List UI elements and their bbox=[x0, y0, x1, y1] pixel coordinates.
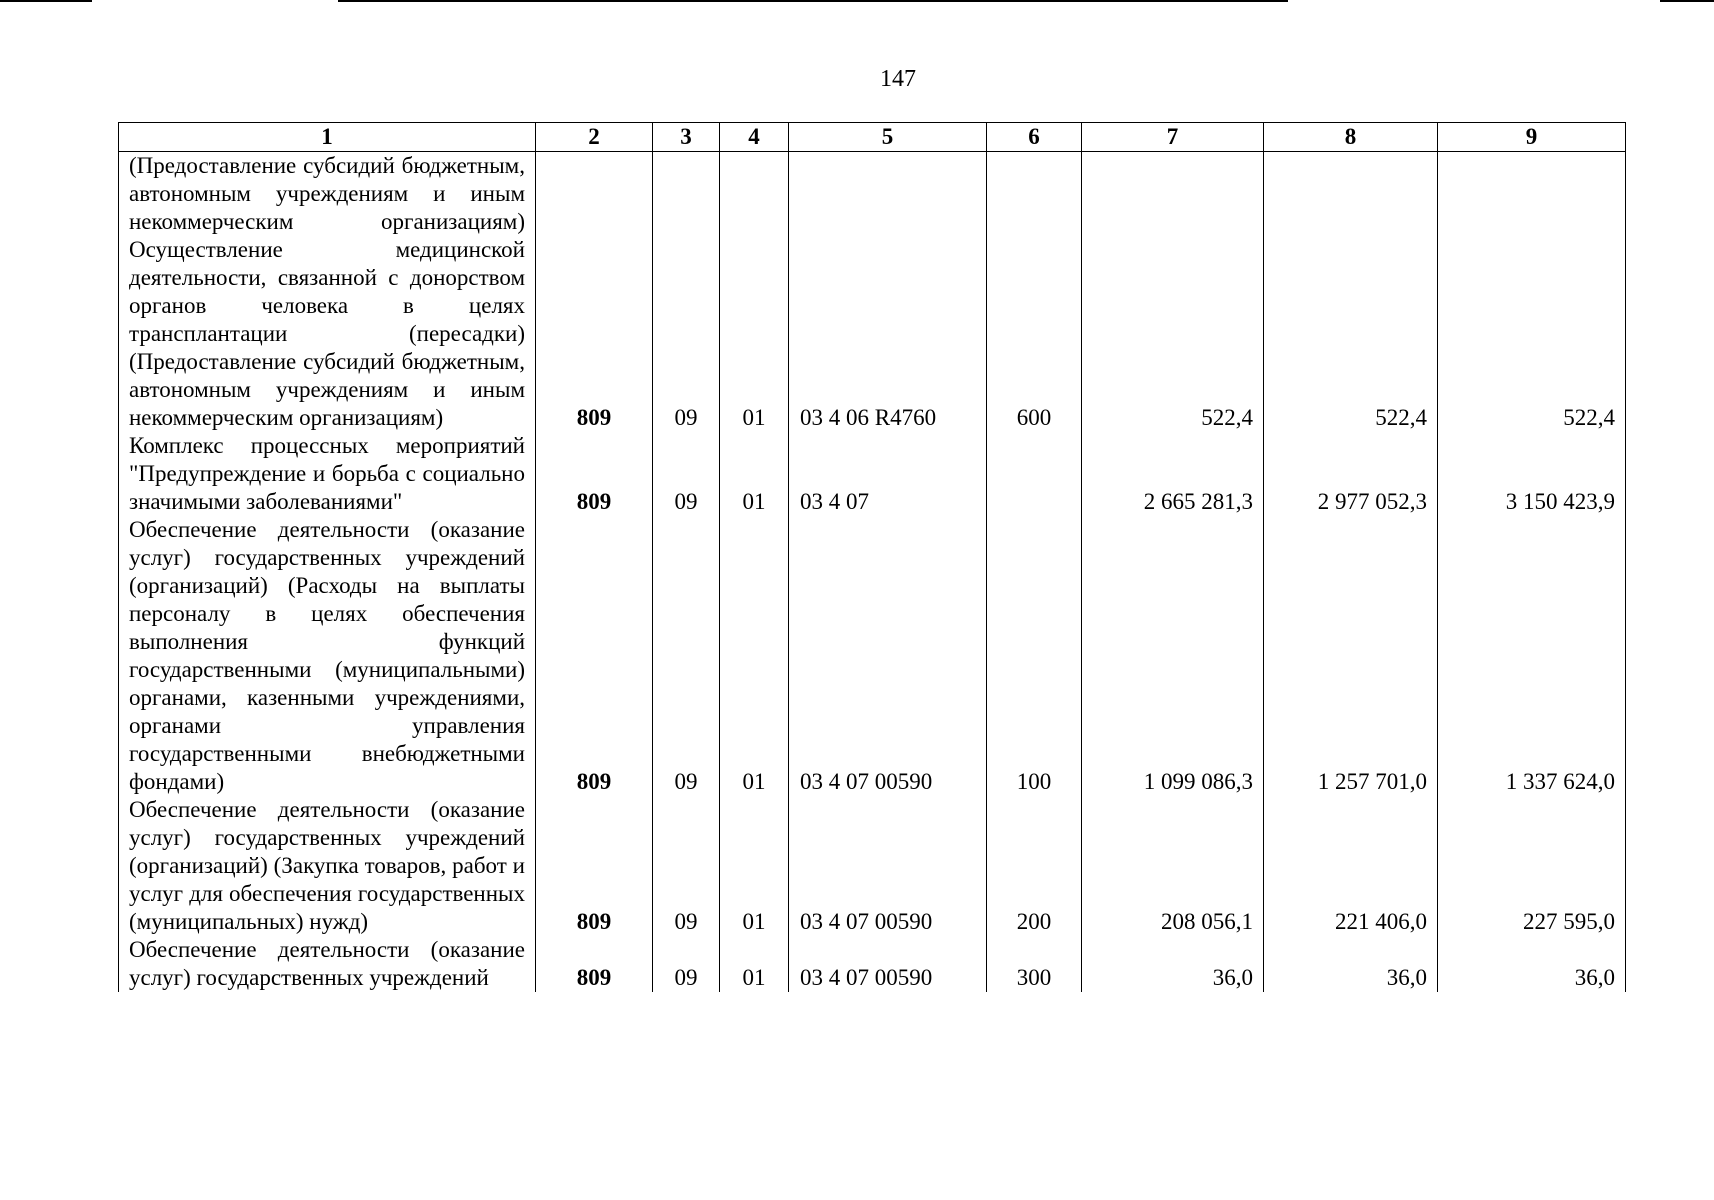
header-col-1: 1 bbox=[119, 123, 536, 152]
row-amount-year1: 1 099 086,3 bbox=[1082, 516, 1264, 796]
row-grbs: 809 bbox=[536, 936, 653, 992]
row-expense-type bbox=[987, 432, 1082, 516]
table-row bbox=[119, 152, 1626, 433]
row-amount-year2: 522,4 bbox=[1264, 152, 1438, 433]
row-section: 09 bbox=[653, 936, 720, 992]
row-expense-type: 100 bbox=[987, 516, 1082, 796]
row-grbs: 809 bbox=[536, 432, 653, 516]
row-section: 09 bbox=[653, 516, 720, 796]
row-name: Обеспечение деятельности (оказание услуг) государственных учреждений (организаций) (Расходы на выплаты персоналу в целях обеспечения выполнения функций государственными (муниципальными) органами, казенными учреждениями, органами управления государственными внебюджетными фондами) bbox=[119, 516, 536, 796]
row-grbs: 809 bbox=[536, 516, 653, 796]
row-amount-year2: 1 257 701,0 bbox=[1264, 516, 1438, 796]
row-amount-year1: 522,4 bbox=[1082, 152, 1264, 433]
row-section: 09 bbox=[653, 152, 720, 433]
row-subsection: 01 bbox=[720, 796, 789, 936]
row-name: (Предоставление субсидий бюджетным, автономным учреждениям и иным некоммерческим организациям) Осуществление медицинской деятельности, связанной с донорством органов человека в целях трансплантации (пересадки) (Предоставление субсидий бюджетным, автономным учреждениям и иным некоммерческим организациям) bbox=[119, 152, 536, 433]
row-section: 09 bbox=[653, 432, 720, 516]
top-rule-right bbox=[1660, 0, 1714, 2]
row-expense-type: 200 bbox=[987, 796, 1082, 936]
header-col-9: 9 bbox=[1438, 123, 1626, 152]
row-amount-year2: 2 977 052,3 bbox=[1264, 432, 1438, 516]
row-amount-year2: 36,0 bbox=[1264, 936, 1438, 992]
row-amount-year3: 36,0 bbox=[1438, 936, 1626, 992]
header-col-3: 3 bbox=[653, 123, 720, 152]
row-expense-type: 600 bbox=[987, 152, 1082, 433]
budget-table bbox=[118, 122, 1626, 992]
row-amount-year1: 36,0 bbox=[1082, 936, 1264, 992]
row-target-article: 03 4 06 R4760 bbox=[789, 152, 987, 433]
top-rule-center bbox=[338, 0, 1288, 2]
row-amount-year3: 227 595,0 bbox=[1438, 796, 1626, 936]
row-target-article: 03 4 07 00590 bbox=[789, 516, 987, 796]
row-amount-year1: 208 056,1 bbox=[1082, 796, 1264, 936]
row-subsection: 01 bbox=[720, 516, 789, 796]
table-row bbox=[119, 516, 1626, 796]
header-col-8: 8 bbox=[1264, 123, 1438, 152]
row-target-article: 03 4 07 00590 bbox=[789, 936, 987, 992]
row-name: Обеспечение деятельности (оказание услуг) государственных учреждений bbox=[119, 936, 536, 992]
row-grbs: 809 bbox=[536, 152, 653, 433]
row-grbs: 809 bbox=[536, 796, 653, 936]
row-subsection: 01 bbox=[720, 432, 789, 516]
top-rule-left bbox=[0, 0, 92, 2]
header-col-6: 6 bbox=[987, 123, 1082, 152]
row-amount-year1: 2 665 281,3 bbox=[1082, 432, 1264, 516]
table-row bbox=[119, 936, 1626, 992]
header-col-5: 5 bbox=[789, 123, 987, 152]
header-row bbox=[119, 123, 1626, 152]
page-number: 147 bbox=[880, 66, 916, 92]
row-subsection: 01 bbox=[720, 936, 789, 992]
row-name: Обеспечение деятельности (оказание услуг) государственных учреждений (организаций) (Закупка товаров, работ и услуг для обеспечения государственных (муниципальных) нужд) bbox=[119, 796, 536, 936]
table-row bbox=[119, 796, 1626, 936]
row-section: 09 bbox=[653, 796, 720, 936]
header-col-4: 4 bbox=[720, 123, 789, 152]
row-expense-type: 300 bbox=[987, 936, 1082, 992]
row-name: Комплекс процессных мероприятий "Предупреждение и борьба с социально значимыми заболеваниями" bbox=[119, 432, 536, 516]
row-amount-year2: 221 406,0 bbox=[1264, 796, 1438, 936]
header-col-2: 2 bbox=[536, 123, 653, 152]
row-target-article: 03 4 07 00590 bbox=[789, 796, 987, 936]
header-col-7: 7 bbox=[1082, 123, 1264, 152]
row-subsection: 01 bbox=[720, 152, 789, 433]
row-amount-year3: 3 150 423,9 bbox=[1438, 432, 1626, 516]
table-row bbox=[119, 432, 1626, 516]
row-amount-year3: 522,4 bbox=[1438, 152, 1626, 433]
row-amount-year3: 1 337 624,0 bbox=[1438, 516, 1626, 796]
row-target-article: 03 4 07 bbox=[789, 432, 987, 516]
